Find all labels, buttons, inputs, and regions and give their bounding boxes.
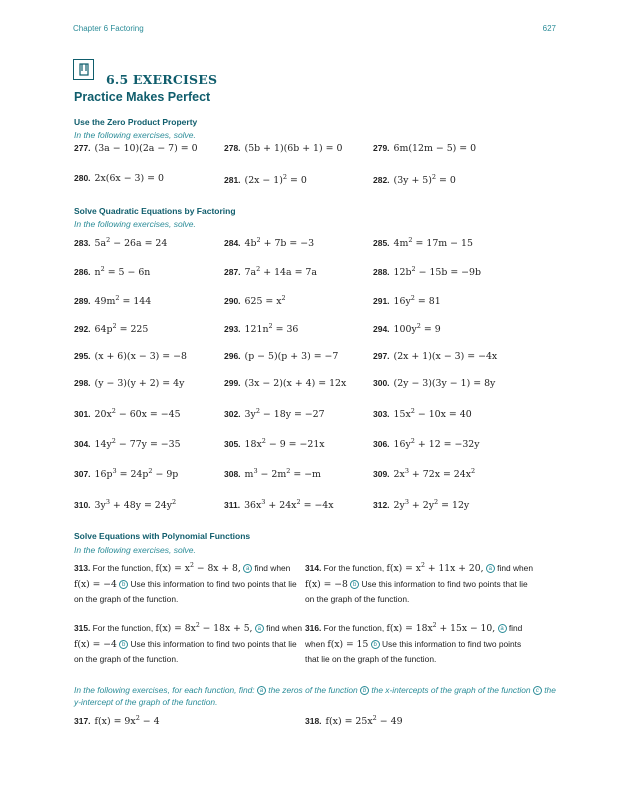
part-a-marker: a bbox=[257, 686, 266, 695]
subsection-title: Solve Equations with Polynomial Functions bbox=[74, 531, 251, 541]
part-b-marker: b bbox=[119, 640, 128, 649]
exercise-313: 313. For the function, $f(x) = x^2 - 8x + 8$, a find when f(x) = −4 b Use this information to find two points that lie on the graph of the function. bbox=[74, 562, 297, 605]
exercise-286: 286. $n^2 = 5 - 6n$ bbox=[74, 265, 151, 279]
exercise-277: 277. (3a − 10)(2a − 7) = 0 bbox=[74, 143, 198, 154]
exercise-315: 315. For the function, $f(x) = 8x^2 - 18x + 5$, a find when f(x) = −4 b Use this information to find two points that lie on the graph of the function. bbox=[74, 622, 302, 665]
instruction: In the following exercises, solve. bbox=[74, 130, 196, 140]
exercise-317: 317. $f(x) = 9x^2 - 4$ bbox=[74, 714, 160, 728]
exercise-287: 287. $7a^2 + 14a = 7a$ bbox=[224, 265, 317, 279]
exercise-283: 283. $5a^2 - 26a = 24$ bbox=[74, 236, 168, 250]
part-a-marker: a bbox=[255, 624, 264, 633]
part-b-marker: b bbox=[360, 686, 369, 695]
part-a-marker: a bbox=[243, 564, 252, 573]
subsection-title: Solve Quadratic Equations by Factoring bbox=[74, 206, 236, 216]
exercise-304: 304. $14y^2 - 77y = -35$ bbox=[74, 437, 181, 451]
exercise-281: 281. $(2x - 1)^2 = 0$ bbox=[224, 173, 307, 187]
chapter-header: Chapter 6 Factoring bbox=[73, 24, 144, 33]
exercise-282: 282. $(3y + 5)^2 = 0$ bbox=[373, 173, 456, 187]
exercise-298: 298. (y − 3)(y + 2) = 4y bbox=[74, 378, 185, 389]
exercise-299: 299. (3x − 2)(x + 4) = 12x bbox=[224, 378, 347, 389]
exercise-308: 308. $m^3 - 2m^2 = -m$ bbox=[224, 467, 321, 481]
final-instruction: In the following exercises, for each function, find: a the zeros of the function b the x-intercepts of the graph of the function c the y-intercept of the graph of the function. bbox=[74, 685, 556, 707]
exercise-292: 292. $64p^2 = 225$ bbox=[74, 322, 149, 336]
section-title: 6.5 EXERCISES bbox=[106, 72, 218, 87]
exercise-303: 303. $15x^2 - 10x = 40$ bbox=[373, 407, 472, 421]
part-a-marker: a bbox=[486, 564, 495, 573]
exercise-293: 293. $121n^2 = 36$ bbox=[224, 322, 299, 336]
exercise-314: 314. For the function, $f(x) = x^2 + 11x + 20$, a find when f(x) = −8 b Use this information to find two points that lie on the graph of the function. bbox=[305, 562, 533, 605]
exercise-280: 280. 2x(6x − 3) = 0 bbox=[74, 173, 164, 184]
exercise-307: 307. $16p^3 = 24p^2 - 9p$ bbox=[74, 467, 179, 481]
instruction: In the following exercises, solve. bbox=[74, 545, 196, 555]
exercise-295: 295. (x + 6)(x − 3) = −8 bbox=[74, 351, 187, 362]
exercise-297: 297. (2x + 1)(x − 3) = −4x bbox=[373, 351, 498, 362]
exercise-285: 285. $4m^2 = 17m - 15$ bbox=[373, 236, 473, 250]
exercise-310: 310. $3y^3 + 48y = 24y^2$ bbox=[74, 498, 177, 512]
exercise-291: 291. $16y^2 = 81$ bbox=[373, 294, 441, 308]
exercise-311: 311. $36x^3 + 24x^2 = -4x$ bbox=[224, 498, 334, 512]
exercise-296: 296. (p − 5)(p + 3) = −7 bbox=[224, 351, 339, 362]
exercise-300: 300. (2y − 3)(3y − 1) = 8y bbox=[373, 378, 496, 389]
exercise-318: 318. $f(x) = 25x^2 - 49$ bbox=[305, 714, 403, 728]
part-c-marker: c bbox=[533, 686, 542, 695]
pencil-icon bbox=[73, 59, 94, 80]
part-a-marker: a bbox=[498, 624, 507, 633]
exercise-309: 309. $2x^3 + 72x = 24x^2$ bbox=[373, 467, 476, 481]
exercise-290: 290. $625 = x^2$ bbox=[224, 294, 286, 308]
part-b-marker: b bbox=[119, 580, 128, 589]
exercise-316: 316. For the function, $f(x) = 18x^2 + 15x - 10$, a find when f(x) = 15 b Use this information to find two points that lie on the graph of the function. bbox=[305, 622, 523, 665]
instruction: In the following exercises, solve. bbox=[74, 219, 196, 229]
exercise-302: 302. $3y^2 - 18y = -27$ bbox=[224, 407, 325, 421]
subsection-title: Use the Zero Product Property bbox=[74, 117, 198, 127]
exercise-312: 312. $2y^3 + 2y^2 = 12y$ bbox=[373, 498, 470, 512]
exercise-284: 284. $4b^2 + 7b = -3$ bbox=[224, 236, 315, 250]
section-subtitle: Practice Makes Perfect bbox=[74, 90, 211, 104]
exercise-305: 305. $18x^2 - 9 = -21x$ bbox=[224, 437, 325, 451]
part-b-marker: b bbox=[350, 580, 359, 589]
exercise-301: 301. $20x^2 - 60x = -45$ bbox=[74, 407, 181, 421]
exercise-278: 278. (5b + 1)(6b + 1) = 0 bbox=[224, 143, 343, 154]
exercise-288: 288. $12b^2 - 15b = -9b$ bbox=[373, 265, 482, 279]
page-number: 627 bbox=[542, 24, 556, 33]
exercise-294: 294. $100y^2 = 9$ bbox=[373, 322, 441, 336]
exercise-289: 289. $49m^2 = 144$ bbox=[74, 294, 152, 308]
part-b-marker: b bbox=[371, 640, 380, 649]
exercise-306: 306. $16y^2 + 12 = -32y$ bbox=[373, 437, 480, 451]
exercise-279: 279. 6m(12m − 5) = 0 bbox=[373, 143, 477, 154]
